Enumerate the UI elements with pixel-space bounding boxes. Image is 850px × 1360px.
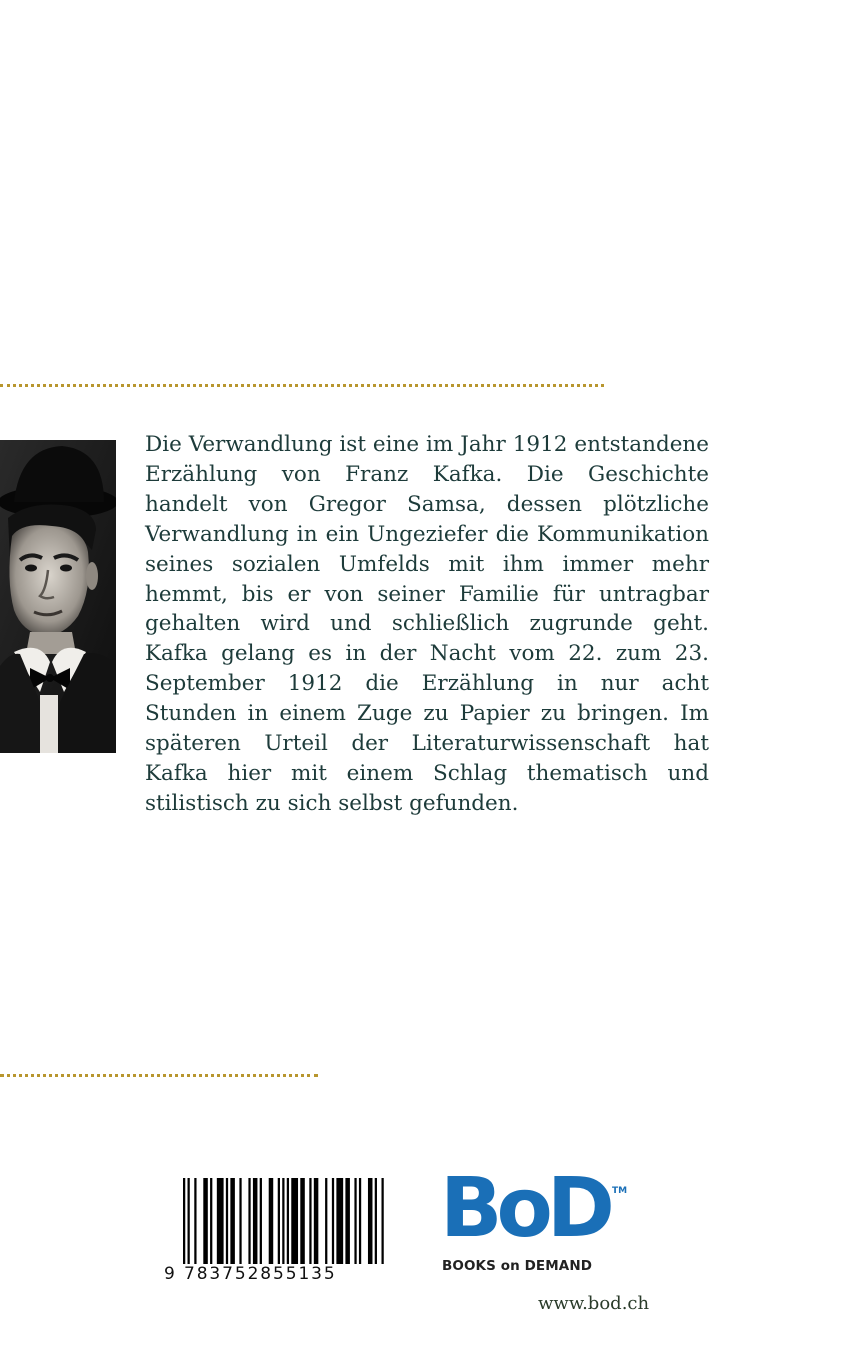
barcode-bar [194,1178,196,1264]
barcode-bar [309,1178,311,1264]
barcode-bar [359,1178,361,1264]
publisher-logo [440,1161,630,1276]
barcode-bar [210,1178,212,1264]
trademark-mark: TM [612,1186,628,1196]
dotted-rule-bottom [0,1074,318,1077]
barcode-bar [269,1178,274,1264]
barcode-bar [217,1178,224,1264]
publisher-url[interactable]: www.bod.ch [538,1293,650,1314]
barcode-bar [300,1178,305,1264]
barcode-bar [291,1178,298,1264]
barcode-bar [203,1178,208,1264]
barcode-bar [332,1178,334,1264]
barcode-bar [230,1178,235,1264]
barcode-bar [368,1178,373,1264]
barcode-bar [253,1178,258,1264]
publisher-tagline: BOOKS on DEMAND [442,1258,593,1274]
barcode-bar [354,1178,356,1264]
barcode-bar [345,1178,350,1264]
barcode-bar [239,1178,241,1264]
barcode-bar [188,1178,190,1270]
isbn-barcode [164,1178,386,1286]
dotted-rule-top [0,384,604,387]
author-photo [0,440,116,753]
barcode-bar [287,1178,289,1270]
barcode-bar [278,1178,280,1264]
barcode-digits: 783752855135 [164,1264,386,1284]
barcode-bar [260,1178,262,1264]
barcode-bar [248,1178,250,1264]
book-description: Die Verwandlung ist eine im Jahr 1912 entstandene Erzählung von Franz Kafka. Die Geschichte handelt von Gregor Samsa, dessen plötzliche Verwandlung in ein Ungeziefer die Kommunikation seines sozialen Umfelds mit ihm immer mehr hemmt, bis er von seiner Familie für untragbar gehalten wird und schließlich zugrunde geht. Kafka gelang es in der Nacht vom 22. zum 23. September 1912 die Erzählung in nur acht Stunden in einem Zuge zu Papier zu bringen. Im späteren Urteil der Literaturwissenschaft hat Kafka hier mit einem Schlag thematisch und stilistisch zu sich selbst gefunden. [145,432,709,816]
barcode-bar [381,1178,383,1270]
barcode-bar [183,1178,185,1270]
barcode-bar [325,1178,327,1264]
barcode-bar [282,1178,284,1270]
barcode-lead-digit: 9 [164,1264,175,1284]
bod-logo-wordmark: BoD [440,1161,609,1256]
barcode-bar [336,1178,343,1264]
barcode-bars-icon [183,1178,386,1270]
barcode-bar [226,1178,228,1264]
barcode-bar [314,1178,319,1264]
barcode-bar [375,1178,377,1264]
